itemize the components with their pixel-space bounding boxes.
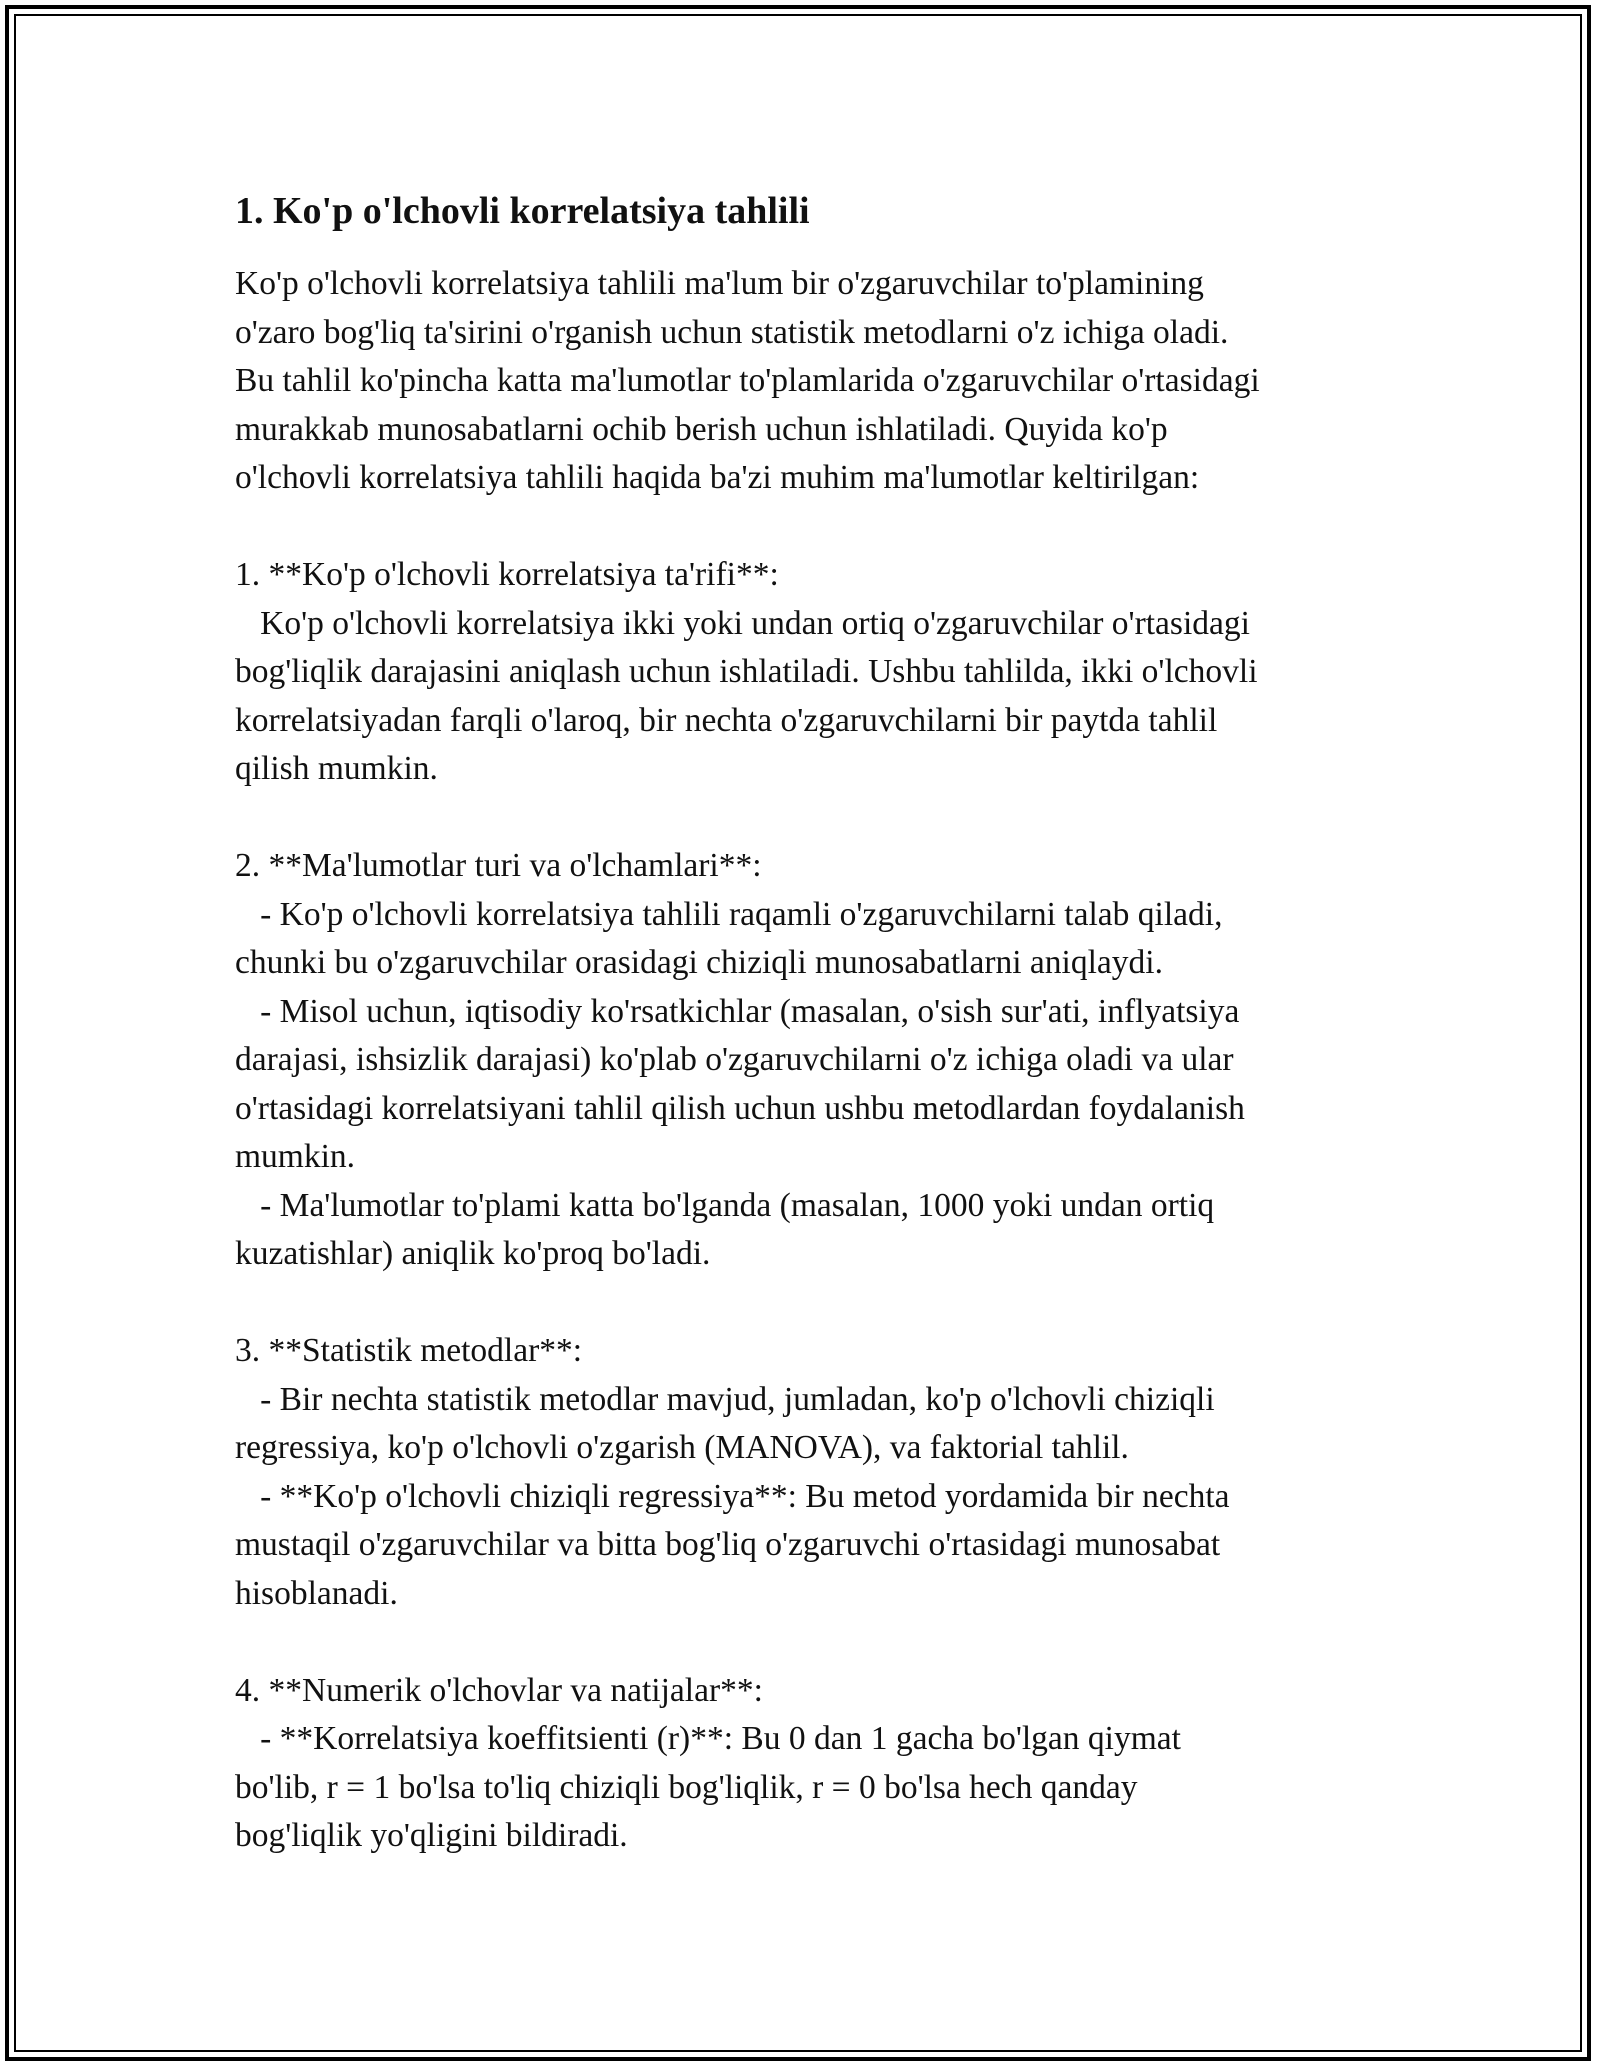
section-title: 4. **Numerik o'lchovlar va natijalar**:	[235, 1671, 763, 1709]
section-line: chunki bu o'zgaruvchilar orasidagi chiziqli munosabatlarni aniqlaydi.	[235, 944, 1163, 981]
intro-line: o'lchovli korrelatsiya tahlili haqida ba'zi muhim ma'lumotlar keltirilgan:	[235, 459, 1200, 496]
section-line: - **Ko'p o'lchovli chiziqli regressiya**: Bu metod yordamida bir nechta	[235, 1477, 1230, 1515]
section-definition	[235, 551, 1375, 794]
intro-line: Bu tahlil ko'pincha katta ma'lumotlar to'plamlarida o'zgaruvchilar o'rtasidagi	[235, 362, 1260, 399]
section-line: regressiya, ko'p o'lchovli o'zgarish (MANOVA), va faktorial tahlil.	[235, 1429, 1129, 1466]
section-line: mustaqil o'zgaruvchilar va bitta bog'liq o'zgaruvchi o'rtasidagi munosabat	[235, 1526, 1221, 1563]
section-line: - Ma'lumotlar to'plami katta bo'lganda (masalan, 1000 yoki undan ortiq	[235, 1186, 1215, 1224]
section-line: Ko'p o'lchovli korrelatsiya ikki yoki undan ortiq o'zgaruvchilar o'rtasidagi	[235, 604, 1250, 642]
section-title: 2. **Ma'lumotlar turi va o'lchamlari**:	[235, 847, 762, 884]
intro-paragraph	[235, 260, 1375, 503]
section-line: kuzatishlar) aniqlik ko'proq bo'ladi.	[235, 1235, 711, 1272]
section-line: bog'liqlik darajasini aniqlash uchun ishlatiladi. Ushbu tahlilda, ikki o'lchovli	[235, 653, 1258, 690]
section-line: - Ko'p o'lchovli korrelatsiya tahlili raqamli o'zgaruvchilarni talab qiladi,	[235, 895, 1223, 933]
intro-line: murakkab munosabatlarni ochib berish uchun ishlatiladi. Quyida ko'p	[235, 410, 1168, 448]
section-line: - Misol uchun, iqtisodiy ko'rsatkichlar (masalan, o'sish sur'ati, inflyatsiya	[235, 992, 1240, 1030]
section-line: - Bir nechta statistik metodlar mavjud, jumladan, ko'p o'lchovli chiziqli	[235, 1380, 1215, 1418]
section-statistical-methods	[235, 1327, 1375, 1618]
section-line: mumkin.	[235, 1138, 356, 1175]
document-body	[235, 186, 1375, 1909]
section-line: hisoblanadi.	[235, 1574, 398, 1612]
section-line: - **Korrelatsiya koeffitsienti (r)**: Bu 0 dan 1 gacha bo'lgan qiymat	[235, 1720, 1181, 1757]
section-title: 3. **Statistik metodlar**:	[235, 1332, 583, 1369]
section-line: darajasi, ishsizlik darajasi) ko'plab o'zgaruvchilarni o'z ichiga oladi va ular	[235, 1041, 1234, 1078]
section-line: o'rtasidagi korrelatsiyani tahlil qilish uchun ushbu metodlardan foydalanish	[235, 1089, 1245, 1127]
section-numeric-measures	[235, 1667, 1375, 1861]
section-line: bo'lib, r = 1 bo'lsa to'liq chiziqli bog'liqlik, r = 0 bo'lsa hech qanday	[235, 1768, 1138, 1806]
intro-line: Ko'p o'lchovli korrelatsiya tahlili ma'lum bir o'zgaruvchilar to'plamining	[235, 265, 1204, 302]
section-line: bog'liqlik yo'qligini bildiradi.	[235, 1817, 628, 1854]
document-heading: 1. Ko'p o'lchovli korrelatsiya tahlili	[235, 190, 810, 232]
intro-line: o'zaro bog'liq ta'sirini o'rganish uchun statistik metodlarni o'z ichiga oladi.	[235, 313, 1229, 351]
section-data-types	[235, 842, 1375, 1279]
section-line: korrelatsiyadan farqli o'laroq, bir nechta o'zgaruvchilarni bir paytda tahlil	[235, 701, 1218, 739]
section-title: 1. **Ko'p o'lchovli korrelatsiya ta'rifi**:	[235, 556, 779, 593]
section-line: qilish mumkin.	[235, 750, 438, 787]
